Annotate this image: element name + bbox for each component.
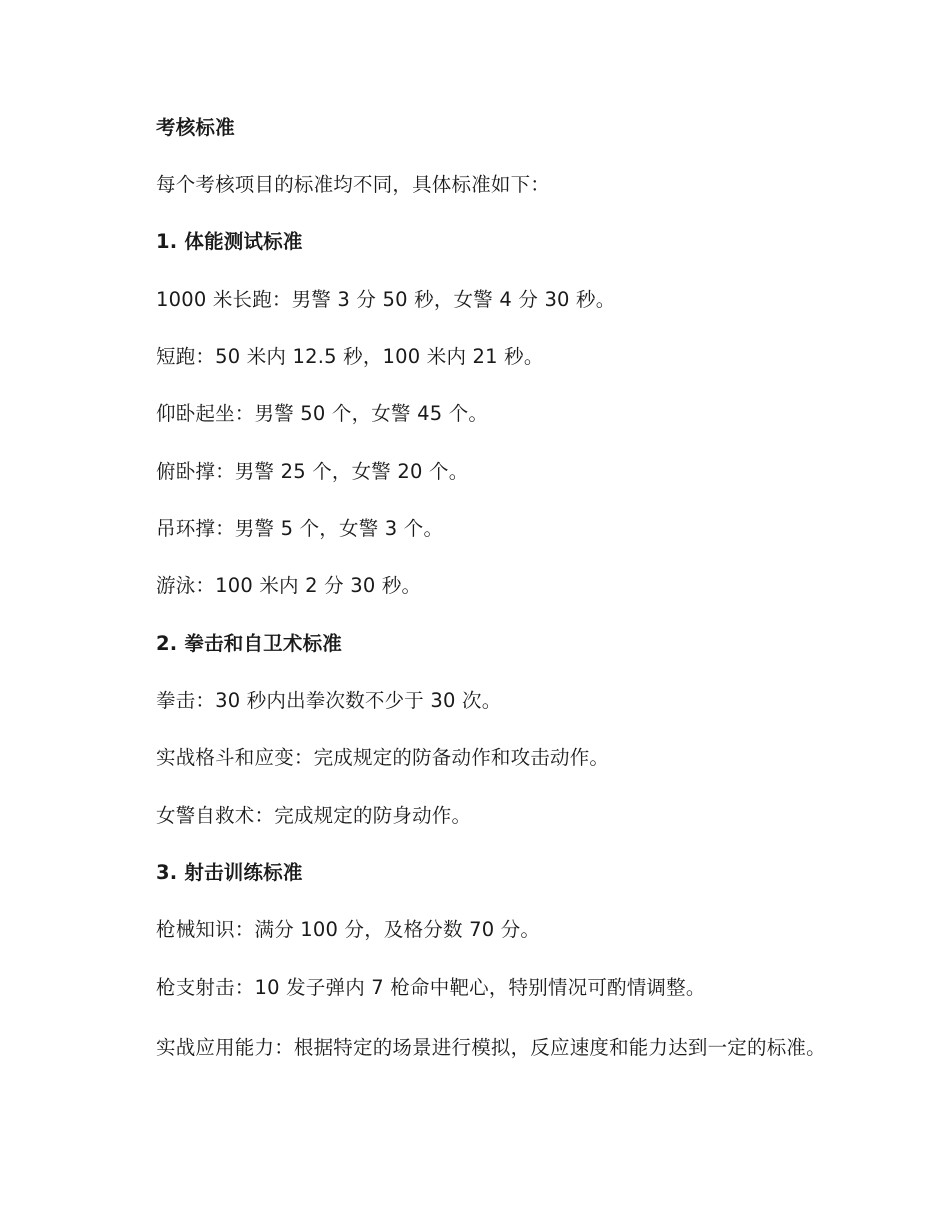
section-heading-physical: 1. 体能测试标准 xyxy=(156,230,303,253)
section-heading-boxing: 2. 拳击和自卫术标准 xyxy=(156,632,342,655)
list-item: 枪械知识：满分 100 分，及格分数 70 分。 xyxy=(156,918,541,941)
list-item: 短跑：50 米内 12.5 秒，100 米内 21 秒。 xyxy=(156,345,544,368)
list-item: 俯卧撑：男警 25 个，女警 20 个。 xyxy=(156,460,469,483)
list-item: 1000 米长跑：男警 3 分 50 秒，女警 4 分 30 秒。 xyxy=(156,288,616,311)
list-item: 吊环撑：男警 5 个，女警 3 个。 xyxy=(156,517,444,540)
list-item: 游泳：100 米内 2 分 30 秒。 xyxy=(156,574,422,597)
closing-paragraph: 实战应用能力：根据特定的场景进行模拟，反应速度和能力达到一定的标准。 xyxy=(156,1036,826,1059)
list-item: 拳击：30 秒内出拳次数不少于 30 次。 xyxy=(156,689,502,712)
list-item: 女警自救术：完成规定的防身动作。 xyxy=(156,804,472,827)
list-item: 仰卧起坐：男警 50 个，女警 45 个。 xyxy=(156,402,489,425)
intro-text: 每个考核项目的标准均不同，具体标准如下： xyxy=(156,173,551,196)
section-heading-shooting: 3. 射击训练标准 xyxy=(156,861,303,884)
list-item: 枪支射击：10 发子弹内 7 枪命中靶心，特别情况可酌情调整。 xyxy=(156,976,706,999)
document-title: 考核标准 xyxy=(156,116,235,139)
list-item: 实战格斗和应变：完成规定的防备动作和攻击动作。 xyxy=(156,746,610,769)
